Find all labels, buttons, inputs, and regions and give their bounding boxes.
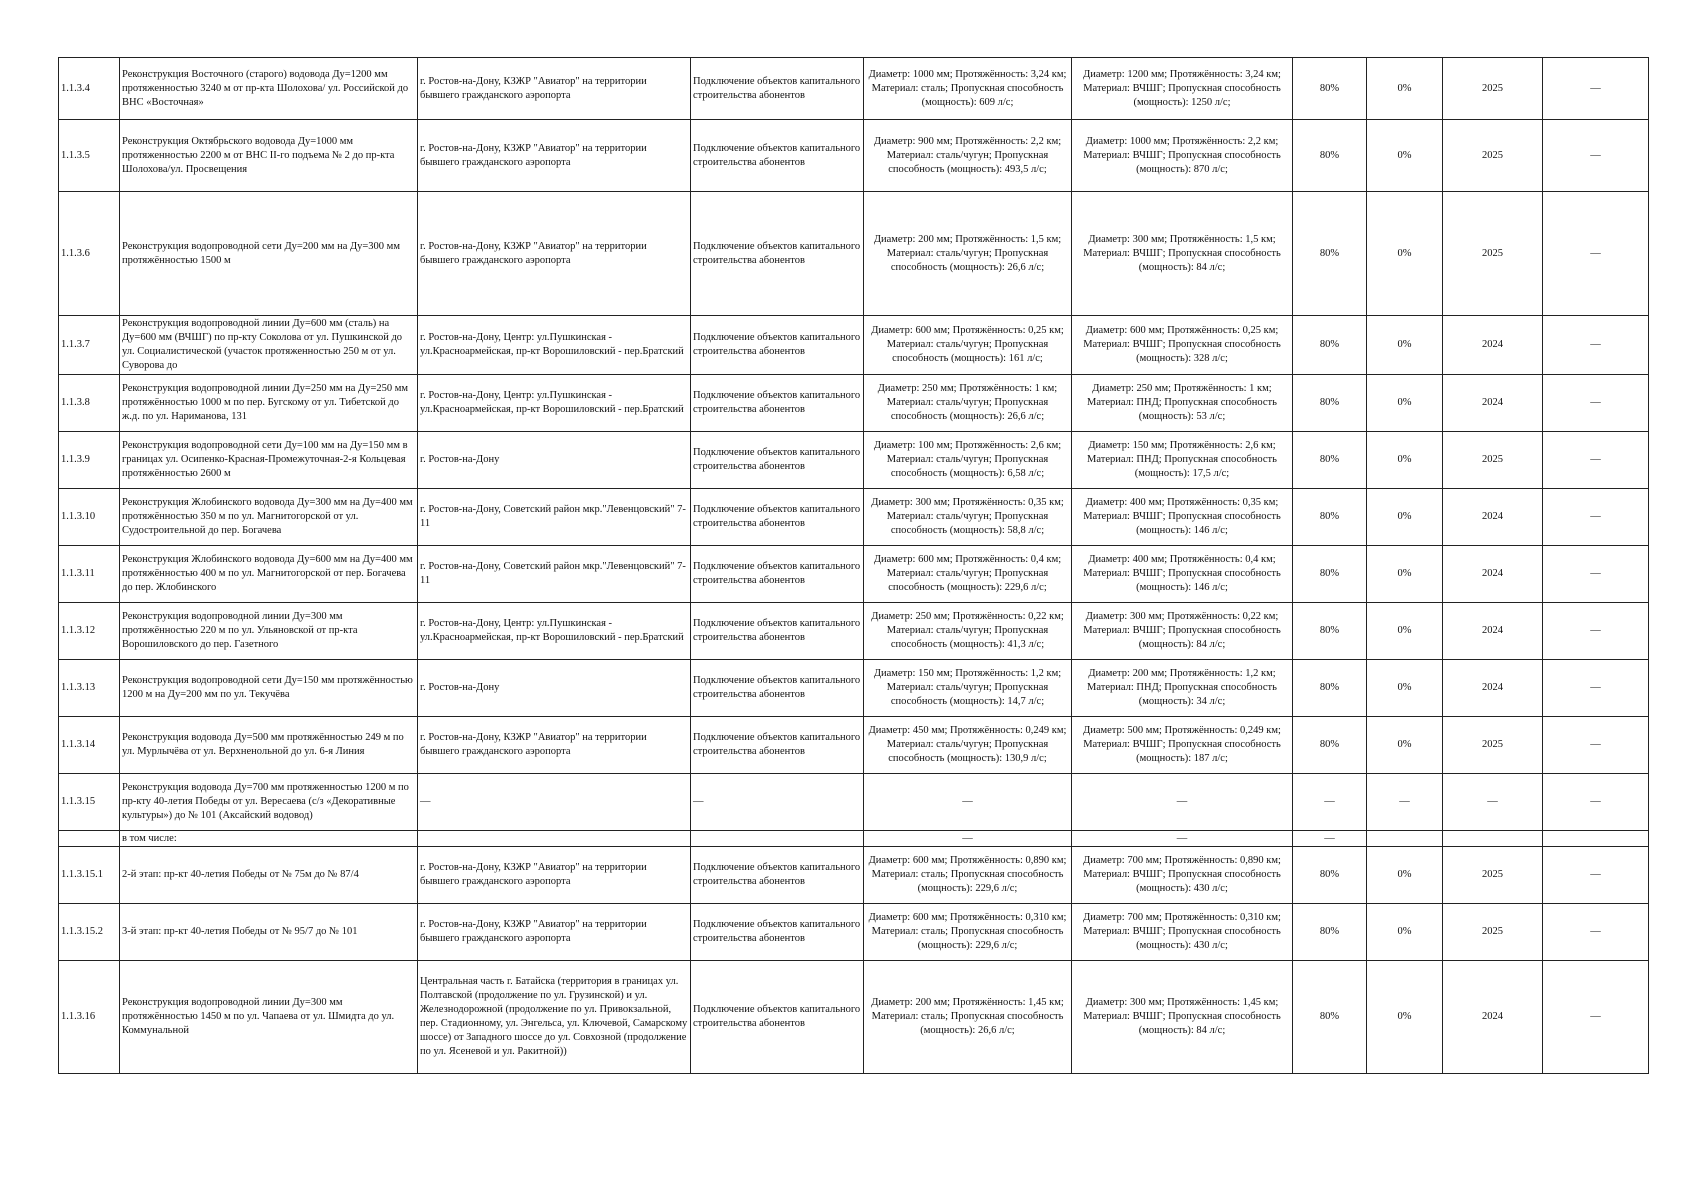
row-after: Диаметр: 250 мм; Протяжённость: 1 км; Материал: ПНД; Пропускная способность (мощность): 53 л/с; xyxy=(1072,375,1293,432)
row-before: Диаметр: 600 мм; Протяжённость: 0,310 км; Материал: сталь; Пропускная способность (мощность): 229,6 л/с; xyxy=(864,904,1072,961)
row-address: г. Ростов-на-Дону, КЗЖР "Авиатор" на территории бывшего гражданского аэропорта xyxy=(418,192,691,316)
row-address: г. Ростов-на-Дону xyxy=(418,660,691,717)
row-last: — xyxy=(1543,192,1649,316)
row-purpose: Подключение объектов капитального строительства абонентов xyxy=(691,120,864,192)
row-address: г. Ростов-на-Дону, Советский район мкр."Левенцовский" 7-11 xyxy=(418,546,691,603)
row-code: 1.1.3.13 xyxy=(59,660,120,717)
row-percent-1: 80% xyxy=(1293,432,1367,489)
row-after: Диаметр: 400 мм; Протяжённость: 0,4 км; Материал: ВЧШГ; Пропускная способность (мощность): 146 л/с; xyxy=(1072,546,1293,603)
row-percent-1: 80% xyxy=(1293,375,1367,432)
row-address: г. Ростов-на-Дону, КЗЖР "Авиатор" на территории бывшего гражданского аэропорта xyxy=(418,904,691,961)
row-percent-2: 0% xyxy=(1367,847,1443,904)
row-code: 1.1.3.9 xyxy=(59,432,120,489)
row-code: 1.1.3.8 xyxy=(59,375,120,432)
row-percent-1: 80% xyxy=(1293,660,1367,717)
row-year: 2024 xyxy=(1443,316,1543,375)
row-percent-1: 80% xyxy=(1293,192,1367,316)
row-last: — xyxy=(1543,432,1649,489)
row-last xyxy=(1543,831,1649,847)
row-percent-2: 0% xyxy=(1367,717,1443,774)
row-last: — xyxy=(1543,316,1649,375)
row-after: Диаметр: 1200 мм; Протяжённость: 3,24 км; Материал: ВЧШГ; Пропускная способность (мощность): 1250 л/с; xyxy=(1072,58,1293,120)
project-table xyxy=(58,57,1649,1074)
table-row xyxy=(59,192,1649,316)
row-after: Диаметр: 400 мм; Протяжённость: 0,35 км; Материал: ВЧШГ; Пропускная способность (мощность): 146 л/с; xyxy=(1072,489,1293,546)
row-percent-2: 0% xyxy=(1367,660,1443,717)
row-percent-2: 0% xyxy=(1367,961,1443,1074)
row-percent-2 xyxy=(1367,831,1443,847)
row-name: Реконструкция водопроводной сети Ду=100 мм на Ду=150 мм в границах ул. Осипенко-Красная-Промежуточная-2-я Кольцевая протяжённостью 2600 м xyxy=(120,432,418,489)
row-year: 2025 xyxy=(1443,904,1543,961)
row-percent-1: 80% xyxy=(1293,546,1367,603)
row-year: 2025 xyxy=(1443,192,1543,316)
row-year: 2025 xyxy=(1443,432,1543,489)
row-code: 1.1.3.14 xyxy=(59,717,120,774)
row-name: в том числе: xyxy=(120,831,418,847)
row-purpose xyxy=(691,831,864,847)
row-code xyxy=(59,831,120,847)
row-percent-1: 80% xyxy=(1293,603,1367,660)
row-purpose: Подключение объектов капитального строительства абонентов xyxy=(691,603,864,660)
table-row xyxy=(59,58,1649,120)
row-before: — xyxy=(864,774,1072,831)
row-purpose: Подключение объектов капитального строительства абонентов xyxy=(691,847,864,904)
row-after: Диаметр: 300 мм; Протяжённость: 1,45 км; Материал: ВЧШГ; Пропускная способность (мощность): 84 л/с; xyxy=(1072,961,1293,1074)
row-percent-2: 0% xyxy=(1367,316,1443,375)
row-name: 2-й этап: пр-кт 40-летия Победы от № 75м до № 87/4 xyxy=(120,847,418,904)
table-row xyxy=(59,432,1649,489)
row-year: 2025 xyxy=(1443,58,1543,120)
row-percent-1: 80% xyxy=(1293,847,1367,904)
row-percent-1: — xyxy=(1293,774,1367,831)
row-after: Диаметр: 700 мм; Протяжённость: 0,890 км; Материал: ВЧШГ; Пропускная способность (мощность): 430 л/с; xyxy=(1072,847,1293,904)
row-name: Реконструкция Восточного (старого) водовода Ду=1200 мм протяженностью 3240 м от пр-кта Шолохова/ ул. Российской до ВНС «Восточная» xyxy=(120,58,418,120)
row-purpose: Подключение объектов капитального строительства абонентов xyxy=(691,432,864,489)
row-percent-1: — xyxy=(1293,831,1367,847)
row-code: 1.1.3.11 xyxy=(59,546,120,603)
row-year: — xyxy=(1443,774,1543,831)
row-last: — xyxy=(1543,774,1649,831)
row-year: 2024 xyxy=(1443,375,1543,432)
table-row xyxy=(59,375,1649,432)
row-percent-2: 0% xyxy=(1367,120,1443,192)
row-code: 1.1.3.15.1 xyxy=(59,847,120,904)
row-purpose: Подключение объектов капитального строительства абонентов xyxy=(691,375,864,432)
row-percent-1: 80% xyxy=(1293,489,1367,546)
row-before: Диаметр: 1000 мм; Протяжённость: 3,24 км; Материал: сталь; Пропускная способность (мощность): 609 л/с; xyxy=(864,58,1072,120)
row-before: Диаметр: 600 мм; Протяжённость: 0,4 км; Материал: сталь/чугун; Пропускная способность (мощность): 229,6 л/с; xyxy=(864,546,1072,603)
row-before: Диаметр: 600 мм; Протяжённость: 0,25 км; Материал: сталь/чугун; Пропускная способность (мощность): 161 л/с; xyxy=(864,316,1072,375)
row-name: Реконструкция Жлобинского водовода Ду=600 мм на Ду=400 мм протяжённостью 400 м по ул. Магнитогорской от пер. Богачева до пер. Жлобинского xyxy=(120,546,418,603)
row-purpose: Подключение объектов капитального строительства абонентов xyxy=(691,961,864,1074)
row-before: — xyxy=(864,831,1072,847)
row-last: — xyxy=(1543,120,1649,192)
row-last: — xyxy=(1543,603,1649,660)
row-last: — xyxy=(1543,660,1649,717)
row-after: Диаметр: 1000 мм; Протяжённость: 2,2 км; Материал: ВЧШГ; Пропускная способность (мощность): 870 л/с; xyxy=(1072,120,1293,192)
row-last: — xyxy=(1543,58,1649,120)
row-last: — xyxy=(1543,375,1649,432)
row-after: Диаметр: 300 мм; Протяжённость: 0,22 км; Материал: ВЧШГ; Пропускная способность (мощность): 84 л/с; xyxy=(1072,603,1293,660)
row-year: 2025 xyxy=(1443,120,1543,192)
row-after: Диаметр: 700 мм; Протяжённость: 0,310 км; Материал: ВЧШГ; Пропускная способность (мощность): 430 л/с; xyxy=(1072,904,1293,961)
row-before: Диаметр: 200 мм; Протяжённость: 1,45 км; Материал: сталь; Пропускная способность (мощность): 26,6 л/с; xyxy=(864,961,1072,1074)
table-row xyxy=(59,120,1649,192)
row-percent-1: 80% xyxy=(1293,717,1367,774)
row-after: Диаметр: 200 мм; Протяжённость: 1,2 км; Материал: ПНД; Пропускная способность (мощность): 34 л/с; xyxy=(1072,660,1293,717)
row-name: 3-й этап: пр-кт 40-летия Победы от № 95/7 до № 101 xyxy=(120,904,418,961)
table-row xyxy=(59,904,1649,961)
row-percent-2: 0% xyxy=(1367,192,1443,316)
row-percent-2: 0% xyxy=(1367,58,1443,120)
table-row xyxy=(59,546,1649,603)
row-code: 1.1.3.15.2 xyxy=(59,904,120,961)
row-before: Диаметр: 100 мм; Протяжённость: 2,6 км; Материал: сталь/чугун; Пропускная способность (мощность): 6,58 л/с; xyxy=(864,432,1072,489)
row-address: г. Ростов-на-Дону, КЗЖР "Авиатор" на территории бывшего гражданского аэропорта xyxy=(418,58,691,120)
row-year: 2024 xyxy=(1443,961,1543,1074)
row-after: Диаметр: 300 мм; Протяжённость: 1,5 км; Материал: ВЧШГ; Пропускная способность (мощность): 84 л/с; xyxy=(1072,192,1293,316)
row-percent-2: 0% xyxy=(1367,603,1443,660)
row-address: г. Ростов-на-Дону xyxy=(418,432,691,489)
row-percent-1: 80% xyxy=(1293,316,1367,375)
row-code: 1.1.3.16 xyxy=(59,961,120,1074)
row-percent-2: 0% xyxy=(1367,546,1443,603)
row-after: Диаметр: 150 мм; Протяжённость: 2,6 км; Материал: ПНД; Пропускная способность (мощность): 17,5 л/с; xyxy=(1072,432,1293,489)
row-purpose: Подключение объектов капитального строительства абонентов xyxy=(691,489,864,546)
row-after: Диаметр: 500 мм; Протяжённость: 0,249 км; Материал: ВЧШГ; Пропускная способность (мощность): 187 л/с; xyxy=(1072,717,1293,774)
row-purpose: Подключение объектов капитального строительства абонентов xyxy=(691,717,864,774)
row-address: г. Ростов-на-Дону, Центр: ул.Пушкинская - ул.Красноармейская, пр-кт Ворошиловский - пер.Братский xyxy=(418,603,691,660)
table-row xyxy=(59,489,1649,546)
row-percent-1: 80% xyxy=(1293,120,1367,192)
table-row xyxy=(59,660,1649,717)
row-name: Реконструкция водопроводной сети Ду=150 мм протяжённостью 1200 м на Ду=200 мм по ул. Текучёва xyxy=(120,660,418,717)
row-name: Реконструкция водопроводной линии Ду=300 мм протяжённостью 220 м по ул. Ульяновской от пр-кта Ворошиловского до пер. Газетного xyxy=(120,603,418,660)
row-code: 1.1.3.6 xyxy=(59,192,120,316)
row-name: Реконструкция водовода Ду=700 мм протяженностью 1200 м по пр-кту 40-летия Победы от ул. Вересаева (с/з «Декоративные культуры») до № 101 (Аксайский водовод) xyxy=(120,774,418,831)
row-address: г. Ростов-на-Дону, КЗЖР "Авиатор" на территории бывшего гражданского аэропорта xyxy=(418,717,691,774)
row-percent-2: 0% xyxy=(1367,432,1443,489)
row-percent-1: 80% xyxy=(1293,58,1367,120)
row-address: Центральная часть г. Батайска (территория в границах ул. Полтавской (продолжение по ул. Грузинской) и ул. Железнодорожной (продолжение по ул. Привокзальной, пер. Стадионному, ул. Энгельса, ул. Ключевой, Самарскому шоссе) от Западного шоссе до ул. Совхозной (продолжение по ул. Ясеневой и ул. Ракитной)) xyxy=(418,961,691,1074)
row-year: 2024 xyxy=(1443,489,1543,546)
row-address: г. Ростов-на-Дону, Советский район мкр."Левенцовский" 7-11 xyxy=(418,489,691,546)
table-row xyxy=(59,603,1649,660)
table-row xyxy=(59,717,1649,774)
row-address: г. Ростов-на-Дону, КЗЖР "Авиатор" на территории бывшего гражданского аэропорта xyxy=(418,847,691,904)
row-percent-1: 80% xyxy=(1293,904,1367,961)
row-name: Реконструкция водопроводной линии Ду=250 мм на Ду=250 мм протяжённостью 1000 м по пер. Бугскому от ул. Тибетской до ж.д. по ул. Нариманова, 131 xyxy=(120,375,418,432)
row-last: — xyxy=(1543,717,1649,774)
row-code: 1.1.3.10 xyxy=(59,489,120,546)
row-address: г. Ростов-на-Дону, КЗЖР "Авиатор" на территории бывшего гражданского аэропорта xyxy=(418,120,691,192)
table-row xyxy=(59,316,1649,375)
row-year: 2025 xyxy=(1443,717,1543,774)
row-after: Диаметр: 600 мм; Протяжённость: 0,25 км; Материал: ВЧШГ; Пропускная способность (мощность): 328 л/с; xyxy=(1072,316,1293,375)
row-purpose: Подключение объектов капитального строительства абонентов xyxy=(691,316,864,375)
row-year: 2024 xyxy=(1443,546,1543,603)
row-address xyxy=(418,831,691,847)
row-last: — xyxy=(1543,489,1649,546)
row-before: Диаметр: 600 мм; Протяжённость: 0,890 км; Материал: сталь; Пропускная способность (мощность): 229,6 л/с; xyxy=(864,847,1072,904)
table-row xyxy=(59,831,1649,847)
row-before: Диаметр: 150 мм; Протяжённость: 1,2 км; Материал: сталь/чугун; Пропускная способность (мощность): 14,7 л/с; xyxy=(864,660,1072,717)
row-address: г. Ростов-на-Дону, Центр: ул.Пушкинская - ул.Красноармейская, пр-кт Ворошиловский - пер.Братский xyxy=(418,316,691,375)
row-after: — xyxy=(1072,774,1293,831)
row-before: Диаметр: 250 мм; Протяжённость: 0,22 км; Материал: сталь/чугун; Пропускная способность (мощность): 41,3 л/с; xyxy=(864,603,1072,660)
row-name: Реконструкция водовода Ду=500 мм протяжённостью 249 м по ул. Мурлычёва от ул. Верхненольной до ул. 6-я Линия xyxy=(120,717,418,774)
row-last: — xyxy=(1543,847,1649,904)
row-year: 2025 xyxy=(1443,847,1543,904)
table-row xyxy=(59,847,1649,904)
table-row xyxy=(59,774,1649,831)
row-percent-2: 0% xyxy=(1367,489,1443,546)
row-percent-1: 80% xyxy=(1293,961,1367,1074)
row-percent-2: 0% xyxy=(1367,904,1443,961)
row-code: 1.1.3.4 xyxy=(59,58,120,120)
row-purpose: Подключение объектов капитального строительства абонентов xyxy=(691,660,864,717)
row-code: 1.1.3.15 xyxy=(59,774,120,831)
row-code: 1.1.3.7 xyxy=(59,316,120,375)
row-name: Реконструкция водопроводной линии Ду=300 мм протяжённостью 1450 м по ул. Чапаева от ул. Шмидта до ул. Коммунальной xyxy=(120,961,418,1074)
row-purpose: Подключение объектов капитального строительства абонентов xyxy=(691,58,864,120)
row-percent-2: 0% xyxy=(1367,375,1443,432)
row-percent-2: — xyxy=(1367,774,1443,831)
row-address: — xyxy=(418,774,691,831)
row-purpose: Подключение объектов капитального строительства абонентов xyxy=(691,904,864,961)
row-code: 1.1.3.12 xyxy=(59,603,120,660)
row-before: Диаметр: 450 мм; Протяжённость: 0,249 км; Материал: сталь/чугун; Пропускная способность (мощность): 130,9 л/с; xyxy=(864,717,1072,774)
row-before: Диаметр: 250 мм; Протяжённость: 1 км; Материал: сталь/чугун; Пропускная способность (мощность): 26,6 л/с; xyxy=(864,375,1072,432)
row-purpose: Подключение объектов капитального строительства абонентов xyxy=(691,192,864,316)
row-last: — xyxy=(1543,546,1649,603)
row-last: — xyxy=(1543,904,1649,961)
row-purpose: Подключение объектов капитального строительства абонентов xyxy=(691,546,864,603)
row-name: Реконструкция Октябрьского водовода Ду=1000 мм протяженностью 2200 м от ВНС II-го подъема № 2 до пр-кта Шолохова/ул. Просвещения xyxy=(120,120,418,192)
row-code: 1.1.3.5 xyxy=(59,120,120,192)
row-name: Реконструкция водопроводной линии Ду=600 мм (сталь) на Ду=600 мм (ВЧШГ) по пр-кту Соколова от ул. Пушкинской до ул. Социалистической (участок протяженностью 250 м от ул. Суворова до xyxy=(120,316,418,375)
row-before: Диаметр: 200 мм; Протяжённость: 1,5 км; Материал: сталь/чугун; Пропускная способность (мощность): 26,6 л/с; xyxy=(864,192,1072,316)
row-name: Реконструкция водопроводной сети Ду=200 мм на Ду=300 мм протяжённостью 1500 м xyxy=(120,192,418,316)
row-last: — xyxy=(1543,961,1649,1074)
row-year: 2024 xyxy=(1443,603,1543,660)
row-year: 2024 xyxy=(1443,660,1543,717)
row-before: Диаметр: 300 мм; Протяжённость: 0,35 км; Материал: сталь/чугун; Пропускная способность (мощность): 58,8 л/с; xyxy=(864,489,1072,546)
row-after: — xyxy=(1072,831,1293,847)
row-purpose: — xyxy=(691,774,864,831)
row-address: г. Ростов-на-Дону, Центр: ул.Пушкинская - ул.Красноармейская, пр-кт Ворошиловский - пер.Братский xyxy=(418,375,691,432)
row-before: Диаметр: 900 мм; Протяжённость: 2,2 км; Материал: сталь/чугун; Пропускная способность (мощность): 493,5 л/с; xyxy=(864,120,1072,192)
table-row xyxy=(59,961,1649,1074)
row-year xyxy=(1443,831,1543,847)
row-name: Реконструкция Жлобинского водовода Ду=300 мм на Ду=400 мм протяжённостью 350 м по ул. Магнитогорской от ул. Судостроительной до пер. Богачева xyxy=(120,489,418,546)
